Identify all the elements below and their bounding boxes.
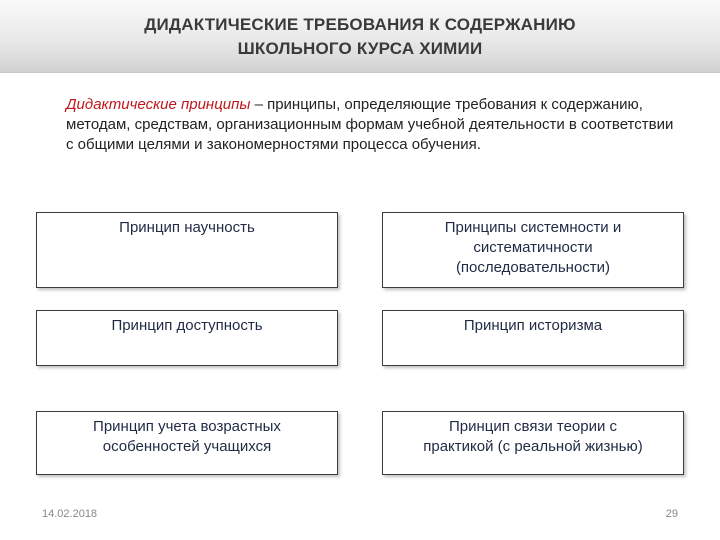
principle-label: Принципы системности и систематичности (последовательности) xyxy=(444,219,622,276)
definition-text: – принципы, определяющие требования к содержанию, методам, средствам, организационным формам учебной деятельности в соответствии с общими целями и закономерностями процесса обучения. xyxy=(66,96,674,153)
slide-title xyxy=(40,13,680,61)
principle-label: Принцип историзма xyxy=(463,317,603,334)
definition-paragraph xyxy=(66,95,676,155)
slide-title-line-2: ШКОЛЬНОГО КУРСА ХИМИИ xyxy=(237,39,483,58)
principle-box-systematic xyxy=(382,212,684,288)
definition-term: Дидактические принципы xyxy=(66,96,251,113)
title-banner xyxy=(0,0,720,73)
slide-title-line-1: ДИДАКТИЧЕСКИЕ ТРЕБОВАНИЯ К СОДЕРЖАНИЮ xyxy=(144,15,576,34)
principle-box-age xyxy=(36,411,338,475)
principle-box-practice xyxy=(382,411,684,475)
principle-label: Принцип научность xyxy=(119,219,255,236)
principle-box-historicism xyxy=(382,310,684,366)
slide-date: 14.02.2018 xyxy=(42,508,98,520)
principle-label: Принцип связи теории с практикой (с реальной жизнью) xyxy=(423,418,643,455)
principle-label: Принцип учета возрастных особенностей учащихся xyxy=(93,418,281,455)
principle-label: Принцип доступность xyxy=(111,317,263,334)
slide-page-number: 29 xyxy=(665,508,678,520)
principle-box-scientific xyxy=(36,212,338,288)
principle-box-accessibility xyxy=(36,310,338,366)
